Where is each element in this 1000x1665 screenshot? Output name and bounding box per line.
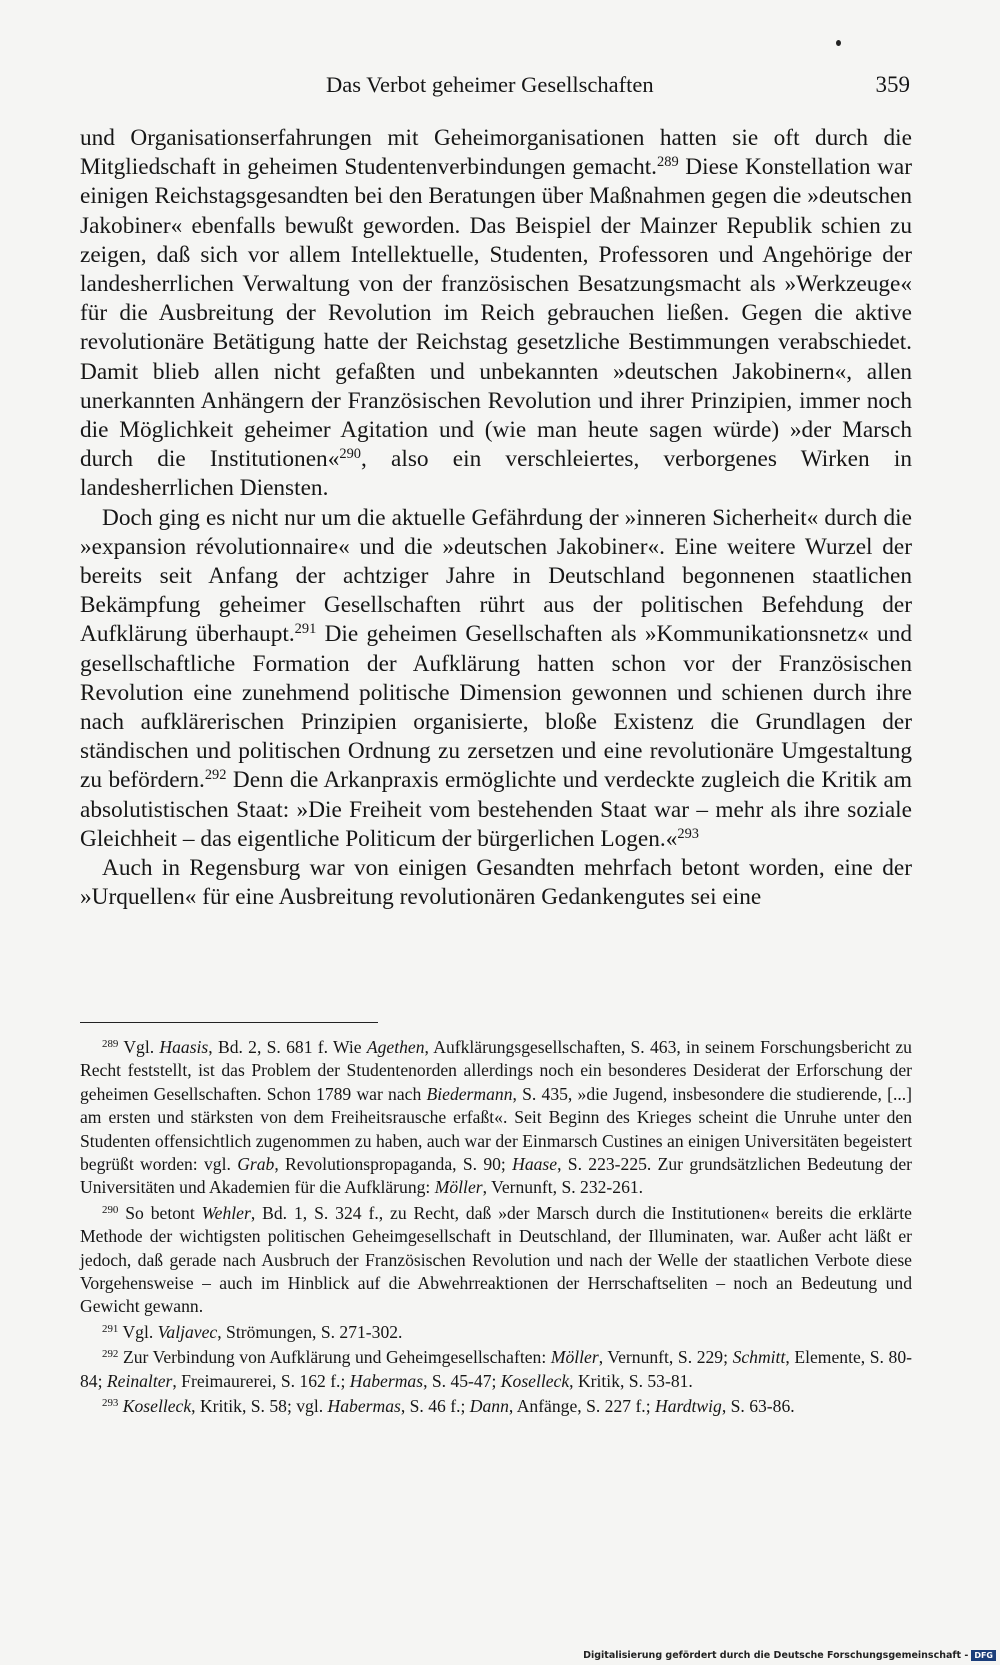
cited-author: Grab [237,1154,275,1175]
text-run: , Anfänge, S. 227 f.; [508,1396,655,1417]
footnote-ref: 290 [102,1203,119,1216]
text-run: So betont [118,1202,202,1223]
cited-author: Habermas [349,1370,424,1391]
text-run: , Bd. 2, S. 681 f. Wie [208,1037,367,1057]
cited-author: Koselleck [122,1396,192,1417]
ink-speck [836,40,841,46]
cited-author: Habermas [327,1396,401,1417]
footnote [80,1395,912,1418]
footnote [80,1321,912,1344]
cited-author: Hardtwig [655,1396,722,1417]
cited-author: Haase [512,1154,558,1175]
text-run: Die geheimen Gesellschaften als »Kommunikationsnetz« und gesellschaftliche Formation der Aufklärung hatten schon vor der Französischen Revolution eine zunehmend politische Dimension gewonnen und schienen durch ihre nach aufklärerischen Prinzipien organisierte, bloße Existenz die Grundlagen der ständischen und politischen Ordnung zu zersetzen und eine revolutionäre Umgestaltung zu befördern. [80,621,912,794]
cited-author: Biedermann [426,1083,513,1104]
running-header [80,72,910,102]
cited-author: Möller [434,1177,483,1198]
text-run: , Bd. 1, S. 324 f., zu Recht, daß »der Marsch durch die Institutionen« bereits die erklärte Methode der wichtigsten politischen Geheimgesellschaft in Deutschland, der Illuminaten, war. Außer acht läßt er jedoch, daß gerade nach Ausbruch der Französischen Revolution und nach der Welle der staatlichen Verbote diese Vorgehensweise – auch im Hinblick auf die Abwehrreaktionen der Herrschaftseliten – noch an Bedeutung und Gewicht gewann. [80,1202,912,1317]
text-run: , S. 63-86. [721,1396,795,1417]
text-run: und Organisationserfahrungen mit Geheimorganisationen hatten sie oft durch die Mitgliedschaft in geheimen Studentenverbindungen gemacht. [80,125,912,181]
cited-author: Haasis [159,1037,209,1057]
cited-author: Koselleck [500,1370,570,1391]
digitization-footer [583,1650,996,1661]
footnote-ref: 289 [102,1038,119,1050]
text-run: Zur Verbindung von Aufklärung und Geheimgesellschaften: [118,1347,551,1368]
cited-author: Möller [550,1347,599,1368]
paragraph [80,504,912,854]
footnote-ref: 293 [677,825,700,842]
text-run: , also ein verschleiertes, verborgenes Wirken in landesherrlichen Diensten. [80,446,912,502]
text-run: , S. 435, »die Jugend, insbesondere die studierende, [...] am ersten und stärksten von dem Freiheitsrausche erfaßt«. Seit Beginn des Krieges scheint die Unruhe unter den Studenten offensichtlich zugenommen zu haben, auch war der Einmarsch Custines an einigen Universitäten begeistert begrüßt worden: vgl. [80,1083,912,1175]
footer-text: Digitalisierung gefördert durch die Deutsche Forschungsgemeinschaft - [583,1650,969,1661]
body-text [80,124,912,912]
text-run: , S. 223-225. Zur grundsätzlichen Bedeutung der Universitäten und Akademien für die Aufklärung: [80,1154,912,1198]
text-run: , Vernunft, S. 232-261. [482,1177,644,1198]
text-run: Vgl. [118,1037,160,1057]
footnote-ref: 291 [294,621,317,638]
footnote-ref: 291 [102,1322,119,1335]
text-run: , Revolutionspropaganda, S. 90; [274,1154,513,1175]
text-run: Vgl. [118,1321,158,1342]
dfg-logo: DFG [971,1650,996,1661]
footnote [80,1036,912,1200]
running-title: Das Verbot geheimer Gesellschaften [326,72,654,97]
cited-author: Dann [469,1396,509,1417]
text-run: Doch ging es nicht nur um die aktuelle Gefährdung der »inneren Sicherheit« durch die »expansion révolutionnaire« und die »deutschen Jakobiner«. Eine weitere Wurzel der bereits seit Anfang der achtziger Jahre in Deutschland begonnenen staatlichen Bekämpfung geheimer Gesellschaften rührt aus der politischen Befehdung der Aufklärung überhaupt. [80,504,912,648]
cited-author: Valjavec [157,1321,218,1342]
footnote-ref: 292 [102,1348,119,1361]
text-run: , S. 46 f.; [400,1396,470,1417]
footnote-ref: 289 [657,154,679,171]
cited-author: Agethen [366,1037,425,1057]
footnote-rule [80,1022,378,1023]
footnote [80,1202,912,1319]
cited-author: Reinalter [106,1370,173,1391]
text-run: , Kritik, S. 53-81. [569,1370,693,1391]
paragraph [80,854,912,912]
text-run: , Kritik, S. 58; vgl. [191,1396,328,1417]
cited-author: Wehler [201,1202,251,1223]
text-run: Auch in Regensburg war von einigen Gesandten mehrfach betont worden, eine der »Urquellen« für eine Ausbreitung revolutionären Gedankengutes sei eine [80,855,912,911]
text-run: , Vernunft, S. 229; [598,1347,733,1368]
paragraph [80,124,912,504]
text-run: , Freimaurerei, S. 162 f.; [172,1370,350,1391]
text-run: Denn die Arkanpraxis ermöglichte und verdeckte zugleich die Kritik am absolutistischen Staat: »Die Freiheit vom bestehenden Staat war – mehr als ihre soziale Gleichheit – das eigentliche Politicum der bürgerlichen Logen.« [80,767,912,852]
page-number: 359 [875,72,910,97]
text-run: , Strömungen, S. 271-302. [217,1321,403,1342]
footnote-ref: 292 [204,767,227,784]
text-run: Diese Konstellation war einigen Reichstagsgesandten bei den Beratungen über Maßnahmen gegen die »deutschen Jakobiner« ebenfalls bewußt geworden. Das Beispiel der Mainzer Republik schien zu zeigen, daß sich vor allem Intellektuelle, Studenten, Professoren und Angehörige der landesherrlichen Verwaltung von der französischen Besatzungsmacht als »Werkzeuge« für die Ausbreitung der Revolution im Reich gebrauchen ließen. Gegen die aktive revolutionäre Betätigung hatte der Reichstag gesetzliche Bestimmungen verabschiedet. Damit blieb allen nicht gefaßten und unbekannten »deutschen Jakobinern«, allen unerkannten Anhängern der Französischen Revolution und ihrer Prinzipien, immer noch die Möglichkeit geheimer Agitation und (wie man heute sagen würde) »der Marsch durch die Institutionen« [80,154,913,473]
cited-author: Schmitt [732,1347,786,1368]
footnote-ref: 293 [102,1397,119,1410]
footnote-ref: 290 [339,446,361,463]
text-run: , Elemente, S. 80-84; [80,1347,912,1391]
footnotes [80,1036,912,1421]
text-run: , S. 45-47; [423,1370,501,1391]
footnote [80,1346,912,1393]
text-run: , Aufklärungsgesellschaften, S. 463, in seinem Forschungsbericht zu Recht feststellt, ist das Problem der Studentenorden allerdings noch ein besonderes Desiderat der Erforschung der geheimen Gesellschaften. Schon 1789 war nach [80,1037,912,1104]
